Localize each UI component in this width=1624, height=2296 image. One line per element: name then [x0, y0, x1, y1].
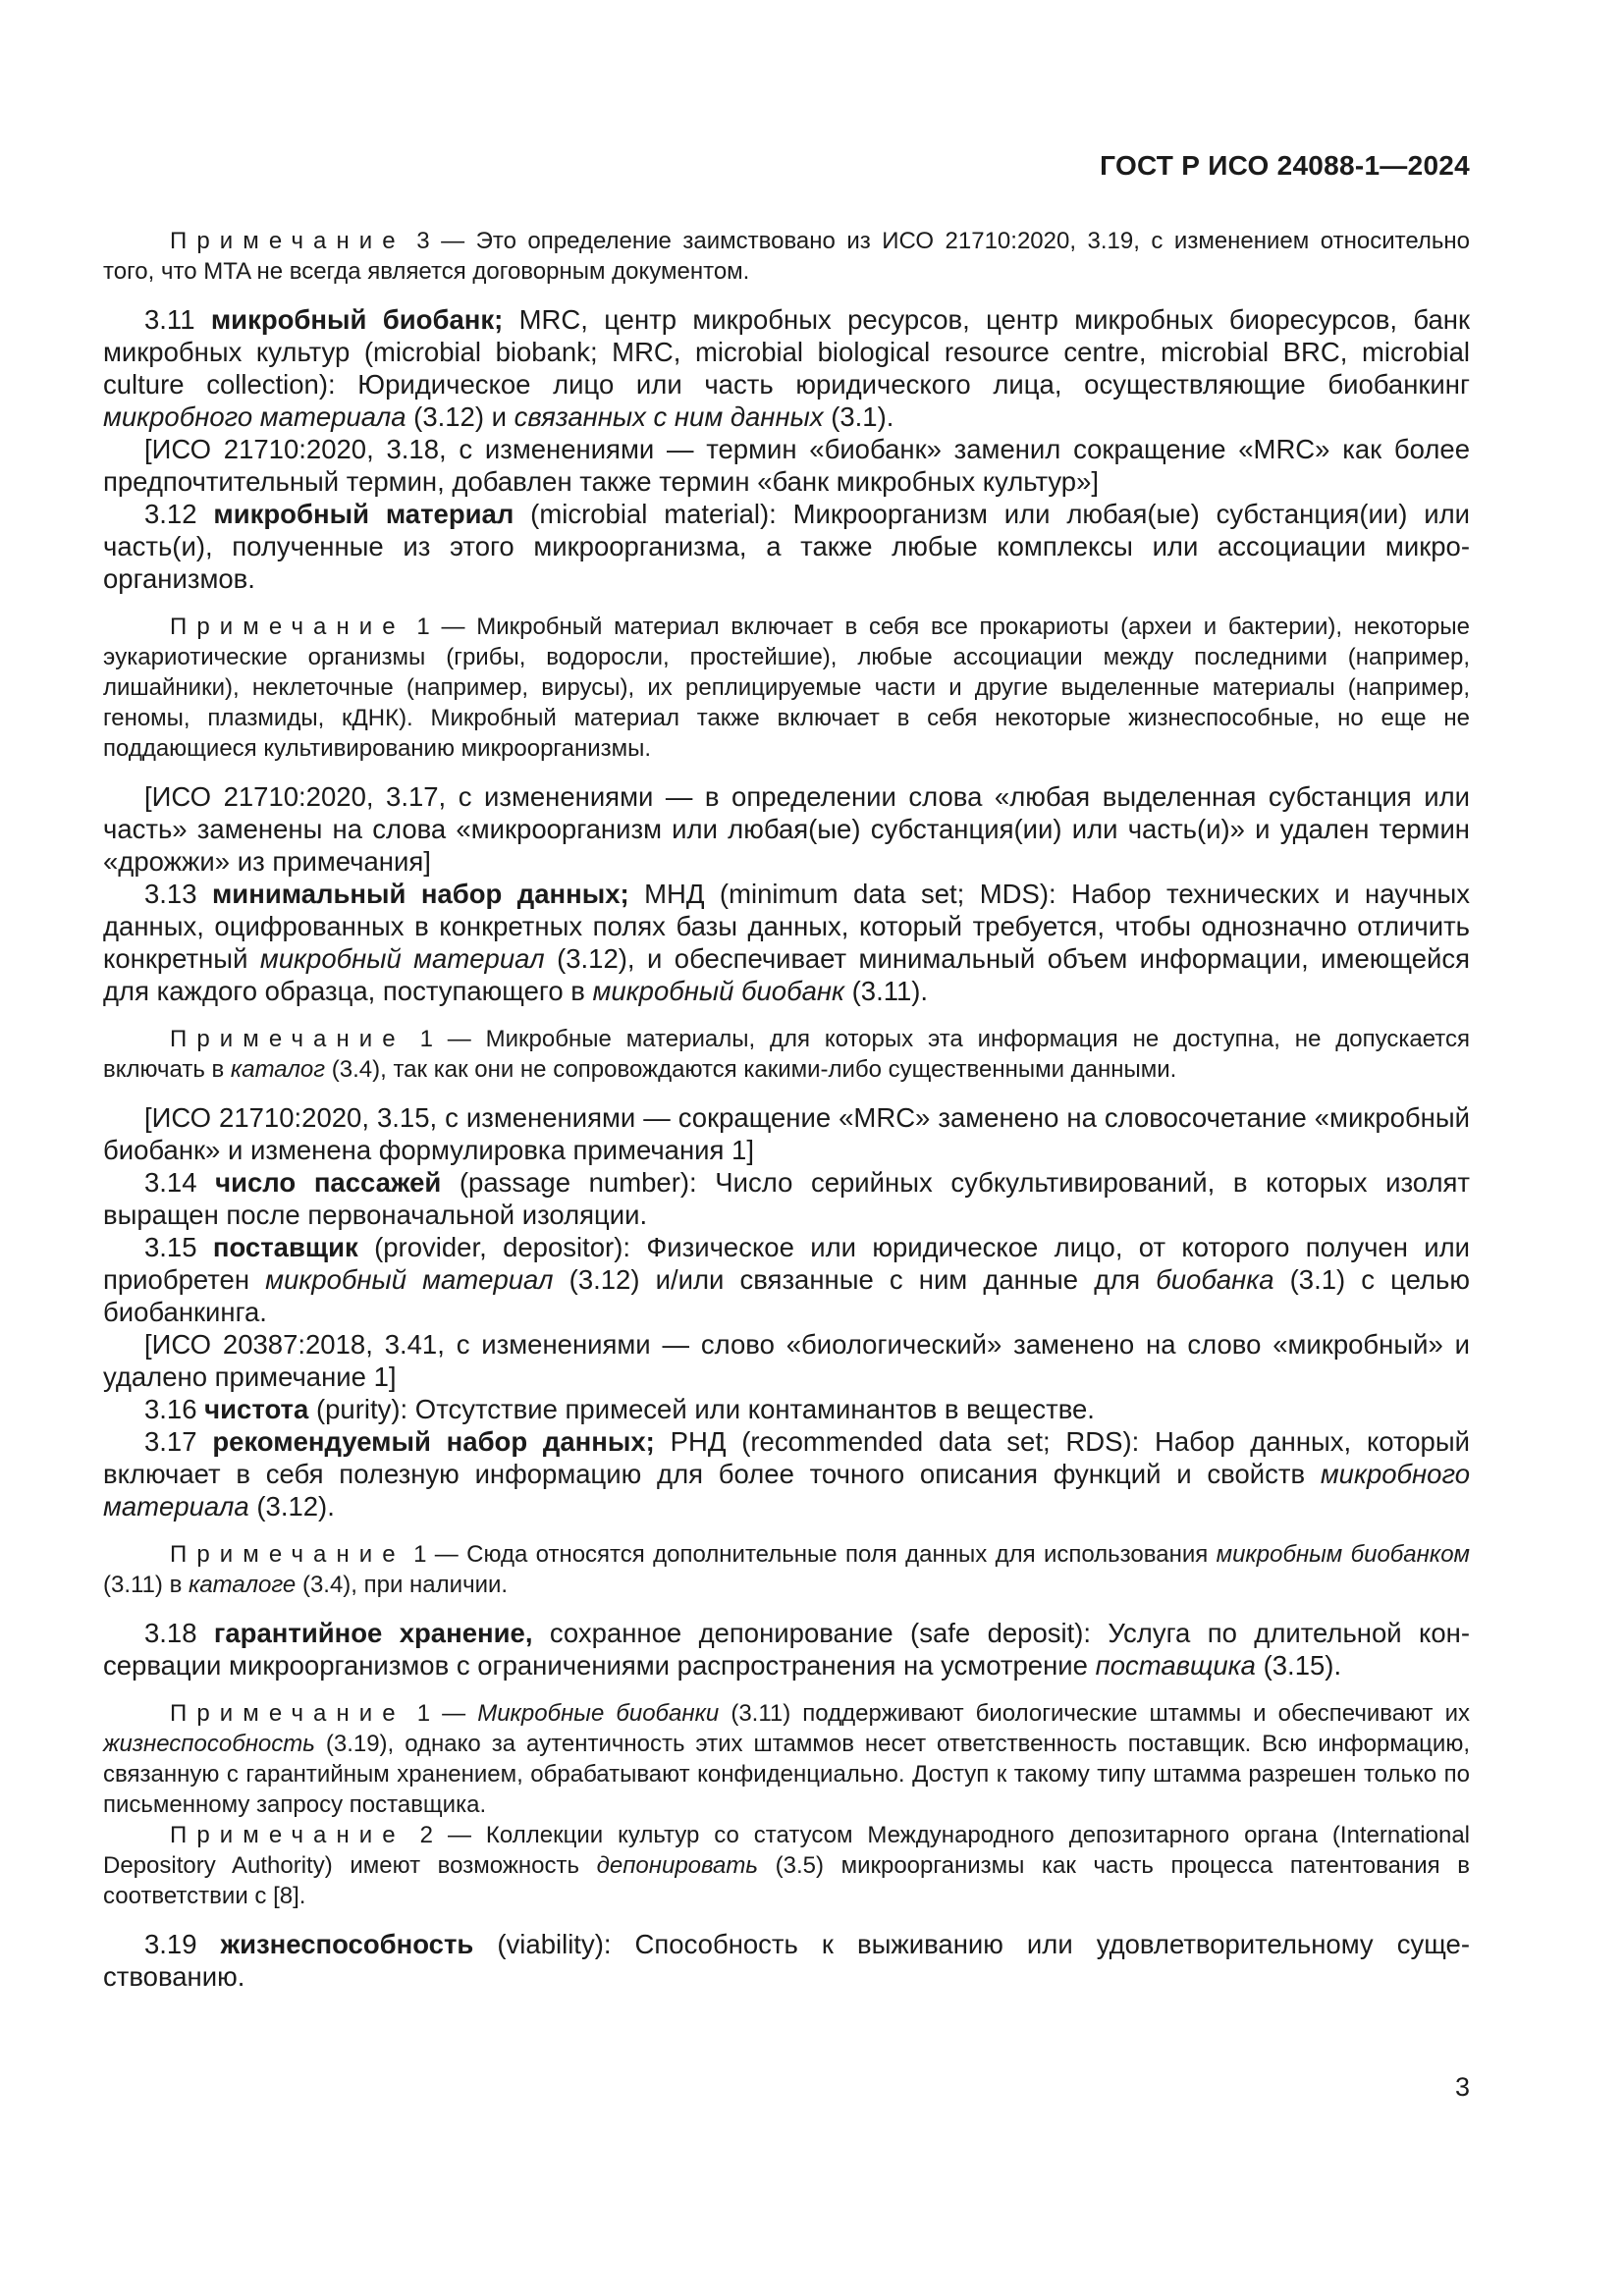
definition-3.11: 3.11 микробный биобанк; MRC, центр микробных ресурсов, центр микробных биоресурсов, банк микробных культур (microbial biobank; MRC, microbial biological resource centre, microbial BRC, microbial culture collection): Юридическое лицо или часть юридического лица, осуществляющие биобанкинг микробного материала (3.12) и связанных с ним данных (3.1).: [103, 304, 1470, 432]
definition-3.17: 3.17 рекомендуемый набор данных; РНД (recommended data set; RDS): Набор данных, который включает в себя полезную информацию для более точного описания функций и свойств микробного материала (3.12).: [103, 1426, 1470, 1522]
source-3.11: [ИСО 21710:2020, 3.18, с изменениями — термин «биобанк» заменил сокращение «MRC» как более предпочтительный термин, добавлен также термин «банк микробных культур»]: [103, 434, 1470, 497]
document-body: [103, 209, 1470, 1993]
note-1-to-3.12: Примечание 1 — Микробный материал включает в себя все прокариоты (археи и бактерии), некоторые эукариотические организмы (грибы, водоросли, простейшие), любые ассоциации между последними (например, лишайники), неклеточные (например, вирусы), их реплицируемые части и другие выделенные материалы (например, геномы, плазмиды, кДНК). Микробный материал также включает в себя некоторые жизнеспособные, но еще не поддающиеся культивированию микроорганизмы.: [103, 614, 1470, 762]
source-3.13: [ИСО 21710:2020, 3.15, с изменениями — сокращение «MRC» заменено на словосочетание «микробный биобанк» и изменена формулировка примечания 1]: [103, 1102, 1470, 1165]
definition-3.12: 3.12 микробный материал (microbial material): Микроорганизм или любая(ые) субстанция(ии) или часть(и), полученные из этого микроорганизма, а также любые комплексы или ассоциации микроорганизмов.: [103, 499, 1470, 594]
definition-3.14: 3.14 число пассажей (passage number): Число серийных субкультивирований, в которых изолят выращен после первоначальной изоляции.: [103, 1167, 1470, 1230]
definition-3.19: 3.19 жизнеспособность (viability): Способность к выживанию или удовлетворительному существованию.: [103, 1929, 1470, 1992]
source-3.15: [ИСО 20387:2018, 3.41, с изменениями — слово «биологический» заменено на слово «микробный» и удалено примечание 1]: [103, 1329, 1470, 1392]
note-2-to-3.18: Примечание 2 — Коллекции культур со статусом Международного депозитарного органа (International Depository Authority) имеют возможность депонировать (3.5) микроорганизмы как часть процесса патентования в соответствии с [8].: [103, 1822, 1470, 1909]
note-1-to-3.18: Примечание 1 — Микробные биобанки (3.11) поддерживают биологические штаммы и обеспечивают их жизнеспособность (3.19), однако за аутентичность этих штаммов несет ответственность поставщик. Всю информацию, связанную с гарантийным хранением, обрабатывают конфиденциально. Доступ к такому типу штамма разрешен только по письменному запросу поставщика.: [103, 1700, 1470, 1818]
definition-3.15: 3.15 поставщик (provider, depositor): Физическое или юридическое лицо, от которого получен или приобретен микробный материал (3.12) и/или связанные с ним данные для биобанка (3.1) с целью биобанкинга.: [103, 1232, 1470, 1327]
definition-3.18: 3.18 гарантийное хранение, сохранное депонирование (safe deposit): Услуга по длительной консервации микроорганизмов с ограничениями распространения на усмотрение поставщика (3.15).: [103, 1618, 1470, 1681]
source-3.12: [ИСО 21710:2020, 3.17, с изменениями — в определении слова «любая выделенная субстанция или часть» заменены на слова «микроорганизм или любая(ые) субстанция(ии) или часть(и)» и удален термин «дрожжи» из примечания]: [103, 781, 1470, 877]
note-1-to-3.17: Примечание 1 — Сюда относятся дополнительные поля данных для использования микробным биобанком (3.11) в каталоге (3.4), при наличии.: [103, 1541, 1470, 1598]
note-3-to-3.10: Примечание 3 — Это определение заимствовано из ИСО 21710:2020, 3.19, с изменением относительно того, что MTA не всегда является договорным документом.: [103, 228, 1470, 285]
page-number: 3: [1454, 2072, 1470, 2102]
definition-3.13: 3.13 минимальный набор данных; МНД (minimum data set; MDS): Набор технических и научных данных, оцифрованных в конкретных полях базы данных, который требуется, чтобы однозначно отличить конкретный микробный материал (3.12), и обеспечивает минимальный объем информации, имеющейся для каждого образца, поступающего в микробный биобанк (3.11).: [103, 879, 1470, 1006]
document-standard-number: ГОСТ Р ИСО 24088-1—2024: [1100, 150, 1470, 181]
definition-3.16: 3.16 чистота (purity): Отсутствие примесей или контаминантов в веществе.: [144, 1394, 1095, 1424]
note-1-to-3.13: Примечание 1 — Микробные материалы, для которых эта информация не доступна, не допускается включать в каталог (3.4), так как они не сопровождаются какими-либо существенными данными.: [103, 1026, 1470, 1083]
